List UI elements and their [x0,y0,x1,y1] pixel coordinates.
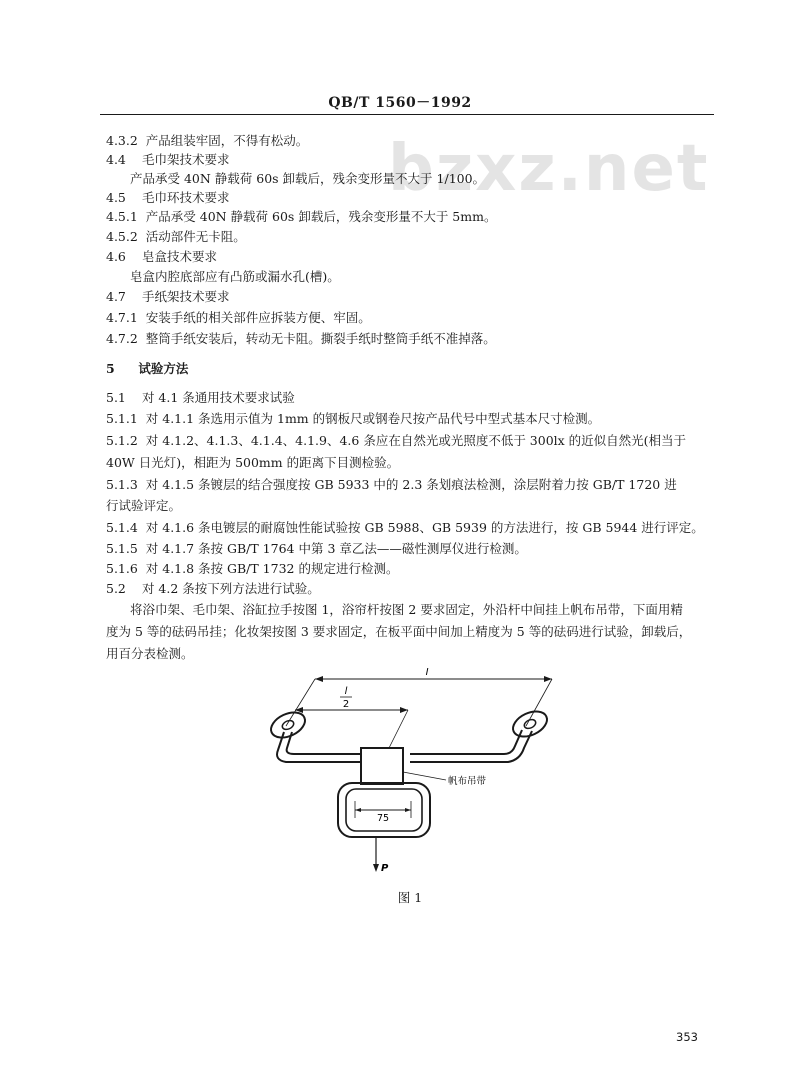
bar-right-outer [410,731,532,762]
strap-leader-line [403,772,446,780]
clause-4-5-2: 4.5.2 活动部件无卡阻。 [106,229,246,244]
clause-4-7-2: 4.7.2 整筒手纸安装后，转动无卡阻。撕裂手纸时整筒手纸不准掉落。 [106,331,496,346]
towel-bar-drawing [250,668,570,893]
label-half-denominator: 2 [342,699,350,710]
extension-left [286,679,315,726]
watermark: bzxz.net [388,132,710,206]
clause-5-2-body-3: 用百分表检测。 [106,646,194,661]
bar-left-inner [287,732,368,754]
clause-5-1-2: 5.1.2 对 4.1.2、4.1.3、4.1.4、4.1.9、4.6 条应在自然光或光照度不低于 300lx 的近似自然光(相当于 [106,433,687,448]
clause-5-1-1: 5.1.1 对 4.1.1 条选用示值为 1mm 的钢板尺或钢卷尺按产品代号中型式基本尺寸检测。 [106,411,601,426]
page-number: 353 [676,1030,698,1044]
label-width-75: 75 [376,813,390,824]
clause-5-2-body-1: 将浴巾架、毛巾架、浴缸拉手按图 1，浴帘杆按图 2 要求固定，外沿杆中间挂上帆布吊带，下面用精 [130,602,683,617]
clause-5-2-body-2: 度为 5 等的砝码吊挂；化妆架按图 3 要求固定，在板平面中间加上精度为 5 等的砝码进行试验，卸载后， [106,624,692,639]
clause-4-4-heading: 4.4 毛巾架技术要求 [106,152,230,167]
bar-right-inner [410,730,522,754]
clause-4-7-1: 4.7.1 安装手纸的相关部件应拆装方便、牢固。 [106,310,371,325]
arrow-right-75 [405,808,411,812]
arrow-left-l [315,676,323,682]
clause-5-1-4: 5.1.4 对 4.1.6 条电镀层的耐腐蚀性能试验按 GB 5988、GB 5939 的方法进行，按 GB 5944 进行评定。 [106,520,704,535]
load-arrow-head [373,864,379,872]
label-force-p: P [381,863,389,874]
standard-code-header: QB/T 1560－1992 [328,95,472,111]
clause-4-7-heading: 4.7 手纸架技术要求 [106,289,230,304]
clause-5-1-3-cont: 行试验评定。 [106,498,182,513]
clause-5-1-6: 5.1.6 对 4.1.8 条按 GB/T 1732 的规定进行检测。 [106,561,399,576]
clause-4-3-2: 4.3.2 产品组装牢固，不得有松动。 [106,133,309,148]
canvas-strap-block [361,748,403,784]
clause-5-2: 5.2 对 4.2 条按下列方法进行试验。 [106,581,320,596]
label-half-numerator: l [344,686,348,697]
figure-caption: 图 1 [397,890,423,905]
clause-4-6-heading: 4.6 皂盒技术要求 [106,249,217,264]
clause-4-4-body: 产品承受 40N 静载荷 60s 卸载后，残余变形量不大于 1/100。 [130,171,486,186]
label-canvas-strap: 帆布吊带 [448,776,487,787]
clause-4-5-heading: 4.5 毛巾环技术要求 [106,190,230,205]
left-mount-hole [281,719,295,731]
arrow-left-75 [355,808,361,812]
clause-5-1: 5.1 对 4.1 条通用技术要求试验 [106,390,295,405]
label-l: l [425,668,429,678]
extension-right [526,679,552,726]
clause-4-6-body: 皂盒内腔底部应有凸筋或漏水孔(槽)。 [130,269,340,284]
clause-5-1-3: 5.1.3 对 4.1.5 条镀层的结合强度按 GB 5933 中的 2.3 条划痕法检测，涂层附着力按 GB/T 1720 进 [106,477,677,492]
clause-5-1-2-cont: 40W 日光灯)，相距为 500mm 的距离下目测检验。 [106,455,400,470]
right-mount-hole [523,718,537,730]
section-5-heading: 5 试验方法 [106,361,189,376]
figure-1-diagram [250,668,570,893]
clause-4-5-1: 4.5.1 产品承受 40N 静载荷 60s 卸载后，残余变形量不大于 5mm。 [106,209,497,224]
header-rule [100,114,714,115]
clause-5-1-5: 5.1.5 对 4.1.7 条按 GB/T 1764 中第 3 章乙法——磁性测厚仪进行检测。 [106,541,527,556]
